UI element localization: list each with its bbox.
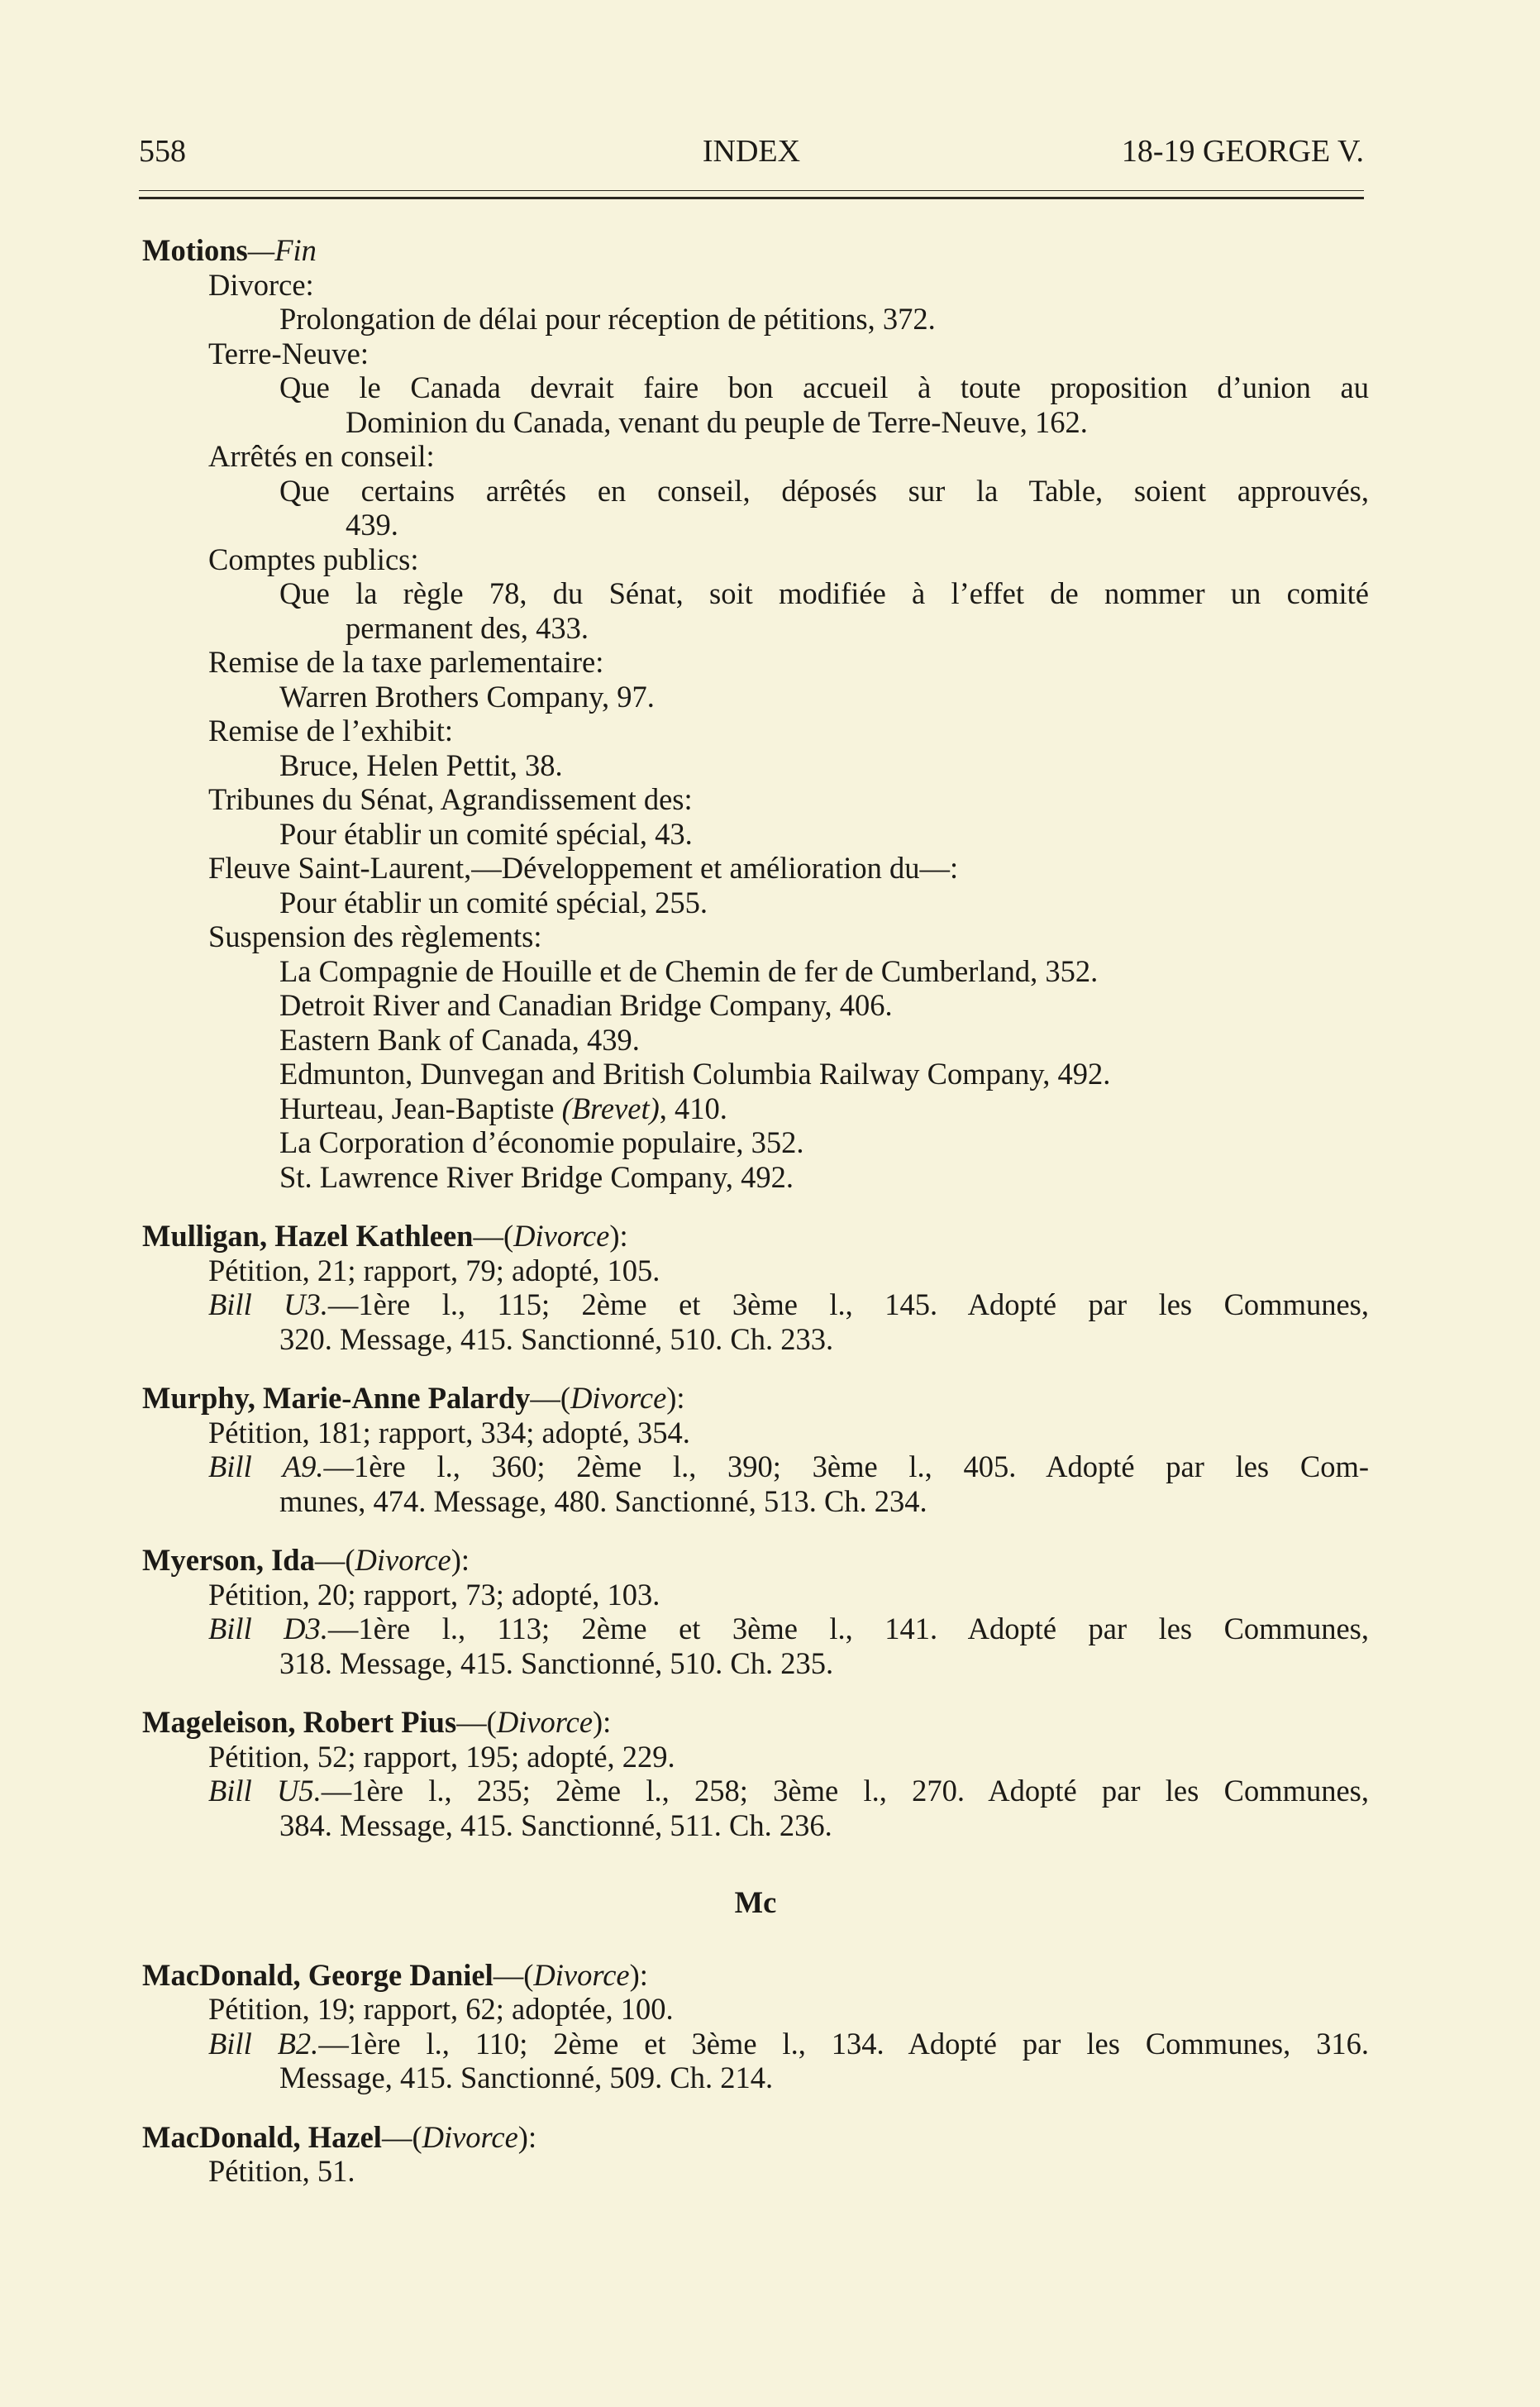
entry-suffix: —Fin <box>247 233 317 267</box>
page-header <box>139 131 1364 172</box>
index-line: Que la règle 78, du Sénat, soit modifiée à l’effet de nommer un comité <box>279 576 1369 610</box>
index-line: munes, 474. Message, 480. Sanctionné, 513. Ch. 234. <box>279 1483 927 1518</box>
bill-ref: Bill A9. <box>208 1449 324 1483</box>
index-line: Pétition, 51. <box>208 2154 355 2188</box>
subheading: Remise de l’exhibit: <box>208 714 453 747</box>
index-line: permanent des, 433. <box>346 610 589 645</box>
entry-heading: Murphy, Marie-Anne Palardy—(Divorce): <box>142 1381 685 1415</box>
line-text: Hurteau, Jean-Baptiste <box>279 1091 562 1125</box>
entry-heading: Myerson, Ida—(Divorce): <box>142 1543 470 1577</box>
index-line: 320. Message, 415. Sanctionné, 510. Ch. 233. <box>279 1321 834 1356</box>
subheading: Fleuve Saint-Laurent,—Développement et amélioration du—: <box>208 851 959 885</box>
index-line: Bill A9.—1ère l., 360; 2ème l., 390; 3ème l., 405. Adopté par les Com- <box>208 1449 1369 1483</box>
entry-heading: MacDonald, George Daniel—(Divorce): <box>142 1957 648 1992</box>
entry-name: Murphy, Marie-Anne Palardy <box>142 1381 531 1415</box>
index-line <box>142 1091 1369 1126</box>
subheading: Comptes publics: <box>208 542 419 576</box>
header-rule-thick <box>139 197 1364 199</box>
bill-ref: Bill U5. <box>208 1774 322 1808</box>
index-line: Pétition, 19; rapport, 62; adoptée, 100. <box>208 1992 674 2026</box>
line-text: , 410. <box>659 1091 727 1125</box>
line-italic: (Brevet) <box>561 1091 660 1125</box>
subheading: Terre-Neuve: <box>208 336 370 370</box>
index-line: La Compagnie de Houille et de Chemin de fer de Cumberland, 352. <box>279 953 1099 988</box>
subheading: Tribunes du Sénat, Agrandissement des: <box>208 782 693 816</box>
index-line: Bill D3.—1ère l., 113; 2ème et 3ème l., 141. Adopté par les Communes, <box>208 1612 1369 1645</box>
index-line: Bruce, Helen Pettit, 38. <box>279 747 563 782</box>
subheading: Arrêtés en conseil: <box>208 439 435 473</box>
index-line: Bill B2.—1ère l., 110; 2ème et 3ème l., 134. Adopté par les Communes, 316. <box>208 2026 1370 2061</box>
entry-name: MacDonald, George Daniel <box>142 1957 493 1992</box>
index-line: Eastern Bank of Canada, 439. <box>279 1022 640 1057</box>
index-line: 384. Message, 415. Sanctionné, 511. Ch. 236. <box>279 1808 832 1842</box>
bill-ref: Bill B2. <box>208 2026 319 2061</box>
index-line: La Corporation d’économie populaire, 352. <box>279 1125 804 1159</box>
index-line: Que certains arrêtés en conseil, déposés sur la Table, soient approuvés, <box>279 473 1369 508</box>
index-line: Prolongation de délai pour réception de pétitions, 372. <box>279 302 936 336</box>
index-line: St. Lawrence River Bridge Company, 492. <box>279 1159 794 1194</box>
index-line: Pour établir un comité spécial, 43. <box>279 816 693 851</box>
entry-heading-motions <box>142 233 1369 268</box>
entry-heading: Mulligan, Hazel Kathleen—(Divorce): <box>142 1219 628 1253</box>
index-line: 439. <box>346 508 398 542</box>
subheading: Suspension des règlements: <box>208 919 542 953</box>
index-line: Pour établir un comité spécial, 255. <box>279 885 708 919</box>
index-line: Bill U3.—1ère l., 115; 2ème et 3ème l., 145. Adopté par les Communes, <box>208 1287 1369 1321</box>
index-line: Pétition, 181; rapport, 334; adopté, 354. <box>208 1415 690 1449</box>
index-line: Que le Canada devrait faire bon accueil à toute proposition d’union au <box>279 370 1369 404</box>
index-line: Detroit River and Canadian Bridge Company, 406. <box>279 988 893 1022</box>
bill-ref: Bill U3. <box>208 1287 328 1321</box>
entry-heading: Mageleison, Robert Pius—(Divorce): <box>142 1705 612 1739</box>
index-line: Warren Brothers Company, 97. <box>279 679 655 714</box>
page-number: 558 <box>139 134 186 169</box>
header-rule-thin <box>139 190 1364 191</box>
subheading: Divorce: <box>208 267 314 302</box>
index-content <box>142 233 1369 2189</box>
subheading: Remise de la taxe parlementaire: <box>208 645 604 679</box>
index-line: Pétition, 20; rapport, 73; adopté, 103. <box>208 1577 660 1612</box>
section-heading-mc: Mc <box>734 1885 777 1919</box>
entry-name: Myerson, Ida <box>142 1543 315 1577</box>
entry-name: Mulligan, Hazel Kathleen <box>142 1219 474 1253</box>
index-line: Pétition, 52; rapport, 195; adopté, 229. <box>208 1739 675 1774</box>
entry-heading: MacDonald, Hazel—(Divorce): <box>142 2119 537 2154</box>
session-label: 18-19 GEORGE V. <box>1121 134 1364 169</box>
index-line: Bill U5.—1ère l., 235; 2ème l., 258; 3ème l., 270. Adopté par les Communes, <box>208 1774 1370 1808</box>
entry-name: Mageleison, Robert Pius <box>142 1705 457 1739</box>
index-line: Edmunton, Dunvegan and British Columbia Railway Company, 492. <box>279 1057 1111 1091</box>
entry-name: Motions <box>142 233 248 267</box>
index-line: Pétition, 21; rapport, 79; adopté, 105. <box>208 1253 660 1287</box>
index-line: Message, 415. Sanctionné, 509. Ch. 214. <box>279 2061 774 2094</box>
entry-name: MacDonald, Hazel <box>142 2119 382 2154</box>
index-line: 318. Message, 415. Sanctionné, 510. Ch. 235. <box>279 1645 834 1680</box>
index-line: Dominion du Canada, venant du peuple de Terre-Neuve, 162. <box>346 404 1088 439</box>
bill-ref: Bill D3. <box>208 1612 328 1645</box>
page-title: INDEX <box>702 134 801 169</box>
